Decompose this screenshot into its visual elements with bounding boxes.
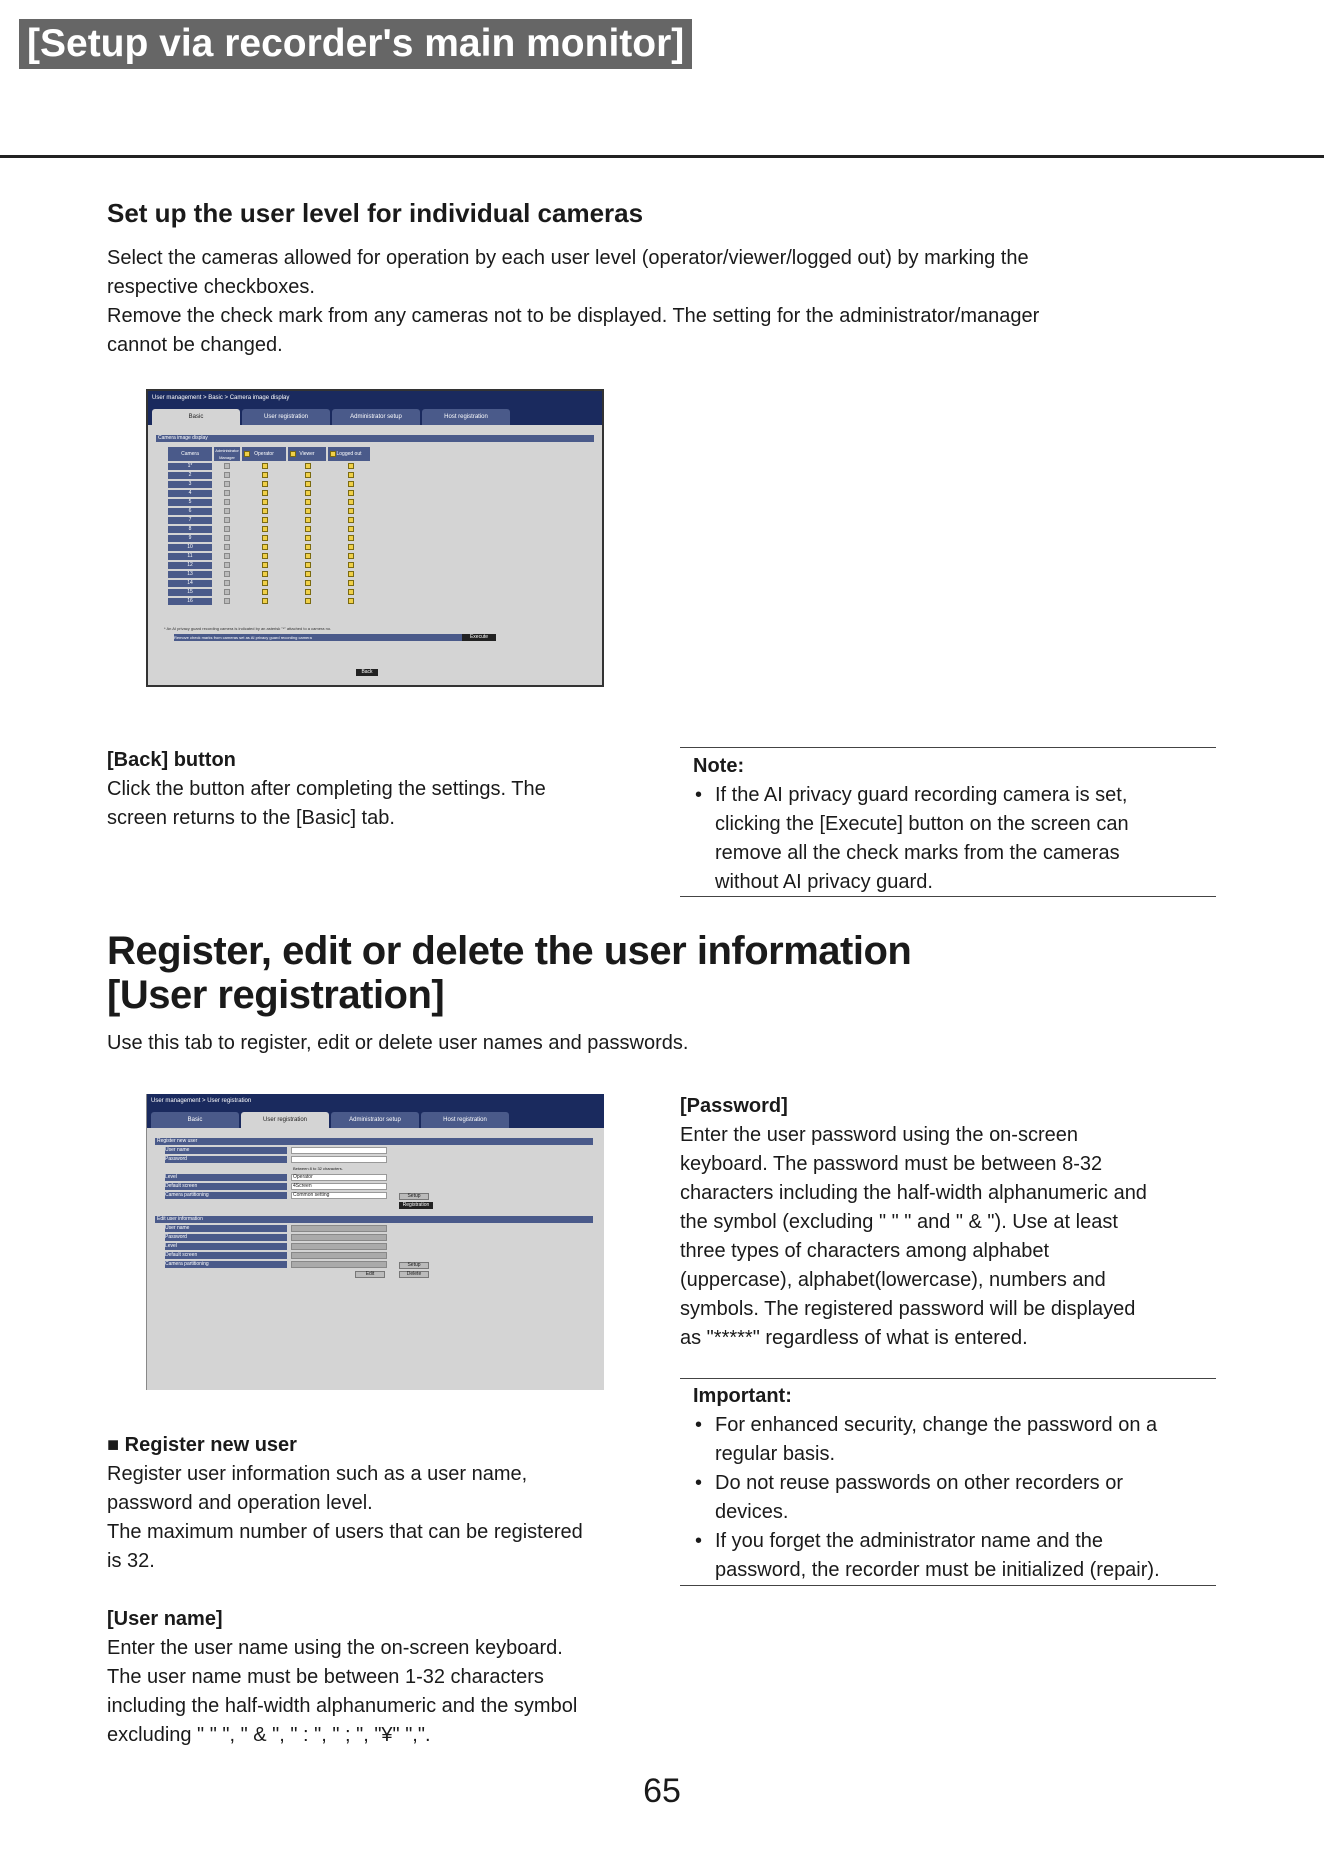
camera-number-cell: 12 [168,562,212,569]
operator-checkbox[interactable] [262,553,268,559]
important-bullet: • [695,1530,703,1552]
logged-out-checkbox[interactable] [348,571,354,577]
camera-number-cell: 7 [168,517,212,524]
logged-out-checkbox[interactable] [348,481,354,487]
operator-checkbox[interactable] [262,562,268,568]
password-heading: [Password] [680,1095,788,1117]
row-label-camera-partitioning: Camera partitioning [165,1261,287,1268]
section-bar-camera-image-display: Camera image display [156,435,594,442]
operator-checkbox[interactable] [262,517,268,523]
viewer-checkbox[interactable] [305,589,311,595]
tab-bar [148,405,602,425]
administrator-checkbox [224,544,230,550]
viewer-checkbox[interactable] [305,571,311,577]
section-body-camera-level [107,244,1039,360]
body-line: (uppercase), alphabet(lowercase), numbers and [680,1269,1106,1291]
section-bar-edit-user-information: Edit user information [155,1216,593,1223]
screenshot-camera-image-display [146,389,604,687]
body-line: For enhanced security, change the password on a [715,1414,1158,1436]
body-line: Do not reuse passwords on other recorders or [715,1472,1123,1494]
section-intro-register: Use this tab to register, edit or delete user names and passwords. [107,1032,689,1054]
body-line: excluding " " ", " & ", " : ", " ; ", "¥" ",". [107,1724,431,1746]
column-header-camera: Camera [168,447,212,461]
viewer-checkbox[interactable] [305,481,311,487]
section-title-camera-level: Set up the user level for individual cameras [107,198,644,228]
viewer-all-checkbox[interactable] [290,451,296,457]
important-bullet: • [695,1414,703,1436]
administrator-checkbox [224,472,230,478]
body-line: Click the button after completing the settings. The [107,778,546,800]
heading-text: Register new user [124,1434,297,1456]
back-button-heading: [Back] button [107,749,236,771]
note-title: Note: [693,755,745,777]
logged-out-checkbox[interactable] [348,544,354,550]
logged-out-checkbox[interactable] [348,490,354,496]
operator-checkbox[interactable] [262,472,268,478]
operator-checkbox[interactable] [262,580,268,586]
column-header-administrator: Administrator Manager [215,448,239,460]
body-line: remove all the check marks from the cameras [715,842,1120,864]
logged-out-checkbox[interactable] [348,580,354,586]
body-line: Select the cameras allowed for operation by each user level (operator/viewer/logged out) by marking the [107,247,1029,269]
operator-checkbox[interactable] [262,481,268,487]
administrator-checkbox [224,463,230,469]
operator-checkbox[interactable] [262,490,268,496]
body-line: cannot be changed. [107,334,283,356]
operator-checkbox[interactable] [262,571,268,577]
column-header-logged-out: Logged out [328,447,370,461]
edit-camera-partitioning-select[interactable] [291,1261,387,1268]
row-label-user-name: User name [165,1147,287,1154]
row-label-default-screen: Default screen [165,1183,287,1190]
row-label-password: Password [165,1156,287,1163]
tab-administrator-setup[interactable]: Administrator setup [331,1112,419,1128]
screenshot-user-registration [146,1094,604,1390]
execute-button[interactable]: Execute [462,634,496,641]
body-line: screen returns to the [Basic] tab. [107,807,395,829]
row-label-level: Level [165,1243,287,1250]
level-select[interactable]: Operator [291,1174,387,1181]
edit-level-select[interactable] [291,1243,387,1250]
viewer-checkbox[interactable] [305,535,311,541]
camera-number-cell: 2 [168,472,212,479]
viewer-checkbox[interactable] [305,562,311,568]
body-line: Enter the user password using the on-screen [680,1124,1078,1146]
camera-number-cell: 1* [168,463,212,470]
logged-out-checkbox[interactable] [348,562,354,568]
body-line: including the half-width alphanumeric and the symbol [107,1695,578,1717]
password-field[interactable] [291,1156,387,1163]
operator-checkbox[interactable] [262,544,268,550]
breadcrumb: User management > User registration [147,1094,604,1108]
important-item [715,1527,1160,1585]
logged-out-checkbox[interactable] [348,517,354,523]
viewer-checkbox[interactable] [305,508,311,514]
logged-out-checkbox[interactable] [348,598,354,604]
important-box [680,1378,1216,1586]
viewer-checkbox[interactable] [305,553,311,559]
setup-button[interactable]: Setup [399,1193,429,1200]
important-title: Important: [693,1385,792,1407]
user-name-description [107,1634,577,1750]
body-line: keyboard. The password must be between 8-32 [680,1153,1103,1175]
register-new-user-description [107,1460,583,1576]
section-title-register [107,929,911,1017]
operator-checkbox[interactable] [262,508,268,514]
body-line: If you forget the administrator name and the [715,1530,1103,1552]
ai-privacy-note: * An AI privacy guard recording camera is indicated by an asterisk "*" attached to a camera no. [164,626,332,631]
important-bullet: • [695,1472,703,1494]
body-line: password and operation level. [107,1492,373,1514]
tab-administrator-setup[interactable]: Administrator setup [332,409,420,425]
camera-number-cell: 5 [168,499,212,506]
remove-check-marks-label: Remove check marks from cameras set as AI privacy guard recording camera [174,634,490,641]
logged-out-checkbox[interactable] [348,508,354,514]
viewer-checkbox[interactable] [305,598,311,604]
body-line: The maximum number of users that can be registered [107,1521,583,1543]
viewer-checkbox[interactable] [305,526,311,532]
operator-checkbox[interactable] [262,526,268,532]
logged-out-checkbox[interactable] [348,499,354,505]
camera-number-cell: 8 [168,526,212,533]
column-header-viewer: Viewer [288,447,326,461]
body-line: three types of characters among alphabet [680,1240,1050,1262]
register-new-user-heading [107,1431,297,1460]
body-line: regular basis. [715,1443,836,1465]
camera-number-cell: 13 [168,571,212,578]
viewer-checkbox[interactable] [305,580,311,586]
note-bullet: • [695,784,703,806]
column-header-operator: Operator [242,447,286,461]
tab-user-registration[interactable]: User registration [241,1112,329,1128]
camera-number-cell: 11 [168,553,212,560]
body-line: devices. [715,1501,789,1523]
back-button[interactable]: Back [356,669,378,676]
logged-out-checkbox[interactable] [348,463,354,469]
important-item [715,1469,1123,1527]
edit-user-name-field[interactable] [291,1225,387,1232]
body-line: without AI privacy guard. [715,871,933,893]
password-hint: Between 8 to 32 characters. [293,1166,343,1171]
administrator-checkbox [224,499,230,505]
body-line: password, the recorder must be initialized (repair). [715,1559,1160,1581]
row-label-default-screen: Default screen [165,1252,287,1259]
operator-checkbox[interactable] [262,463,268,469]
breadcrumb: User management > Basic > Camera image display [148,391,602,405]
tab-basic[interactable]: Basic [152,409,240,425]
administrator-checkbox [224,490,230,496]
page-number: 65 [643,1772,681,1810]
viewer-checkbox[interactable] [305,499,311,505]
password-description [680,1121,1147,1353]
body-line: The user name must be between 1-32 characters [107,1666,544,1688]
camera-number-cell: 6 [168,508,212,515]
body-line: the symbol (excluding " " " and " & "). Use at least [680,1211,1118,1233]
registration-button[interactable]: Registration [399,1202,433,1209]
note-text [715,781,1129,897]
body-line: clicking the [Execute] button on the screen can [715,813,1129,835]
logged-out-checkbox[interactable] [348,535,354,541]
camera-number-cell: 14 [168,580,212,587]
title-line: [User registration] [107,973,445,1017]
edit-button[interactable]: Edit [355,1271,385,1278]
body-line: characters including the half-width alphanumeric and [680,1182,1147,1204]
body-line: If the AI privacy guard recording camera is set, [715,784,1128,806]
operator-checkbox[interactable] [262,589,268,595]
body-line: is 32. [107,1550,155,1572]
tab-host-registration[interactable]: Host registration [421,1112,509,1128]
delete-button[interactable]: Delete [399,1271,429,1278]
viewer-checkbox[interactable] [305,490,311,496]
logged-out-checkbox[interactable] [348,589,354,595]
administrator-checkbox [224,589,230,595]
administrator-checkbox [224,481,230,487]
body-line: Enter the user name using the on-screen keyboard. [107,1637,563,1659]
operator-checkbox[interactable] [262,598,268,604]
default-screen-select[interactable]: 4Screen [291,1183,387,1190]
camera-number-cell: 3 [168,481,212,488]
tab-user-registration[interactable]: User registration [242,409,330,425]
logged-out-all-checkbox[interactable] [330,451,336,457]
camera-number-cell: 15 [168,589,212,596]
tab-basic[interactable]: Basic [151,1112,239,1128]
logged-out-checkbox[interactable] [348,526,354,532]
body-line: Register user information such as a user name, [107,1463,528,1485]
section-banner: [Setup via recorder's main monitor] [19,19,692,69]
administrator-checkbox [224,598,230,604]
section-bar-register-new-user: Register new user [155,1138,593,1145]
operator-checkbox[interactable] [262,499,268,505]
body-line: Remove the check mark from any cameras not to be displayed. The setting for the administrator/manager [107,305,1040,327]
viewer-checkbox[interactable] [305,544,311,550]
body-line: as "*****" regardless of what is entered. [680,1327,1028,1349]
administrator-checkbox [224,535,230,541]
operator-all-checkbox[interactable] [244,451,250,457]
administrator-checkbox [224,526,230,532]
camera-number-cell: 10 [168,544,212,551]
administrator-checkbox [224,580,230,586]
row-label-level: Level [165,1174,287,1181]
header-rule [0,155,1324,158]
operator-checkbox[interactable] [262,535,268,541]
body-line: respective checkboxes. [107,276,315,298]
edit-default-screen-select[interactable] [291,1252,387,1259]
logged-out-checkbox[interactable] [348,553,354,559]
edit-password-field[interactable] [291,1234,387,1241]
camera-number-cell: 9 [168,535,212,542]
row-label-password: Password [165,1234,287,1241]
administrator-checkbox [224,508,230,514]
title-line: Register, edit or delete the user information [107,929,912,973]
viewer-checkbox[interactable] [305,463,311,469]
administrator-checkbox [224,553,230,559]
edit-setup-button[interactable]: Setup [399,1262,429,1269]
camera-number-cell: 4 [168,490,212,497]
user-name-field[interactable] [291,1147,387,1154]
administrator-checkbox [224,562,230,568]
back-button-description [107,775,546,833]
viewer-checkbox[interactable] [305,517,311,523]
body-line: symbols. The registered password will be displayed [680,1298,1136,1320]
administrator-checkbox [224,517,230,523]
tab-bar [147,1108,604,1128]
tab-host-registration[interactable]: Host registration [422,409,510,425]
row-label-camera-partitioning: Camera partitioning [165,1192,287,1199]
camera-partitioning-select[interactable]: Common setting [291,1192,387,1199]
user-name-heading: [User name] [107,1608,223,1630]
camera-number-cell: 16 [168,598,212,605]
logged-out-checkbox[interactable] [348,472,354,478]
important-item [715,1411,1157,1469]
viewer-checkbox[interactable] [305,472,311,478]
administrator-checkbox [224,571,230,577]
square-bullet-icon: ■ [107,1434,120,1456]
note-box [680,747,1216,897]
row-label-user-name: User name [165,1225,287,1232]
